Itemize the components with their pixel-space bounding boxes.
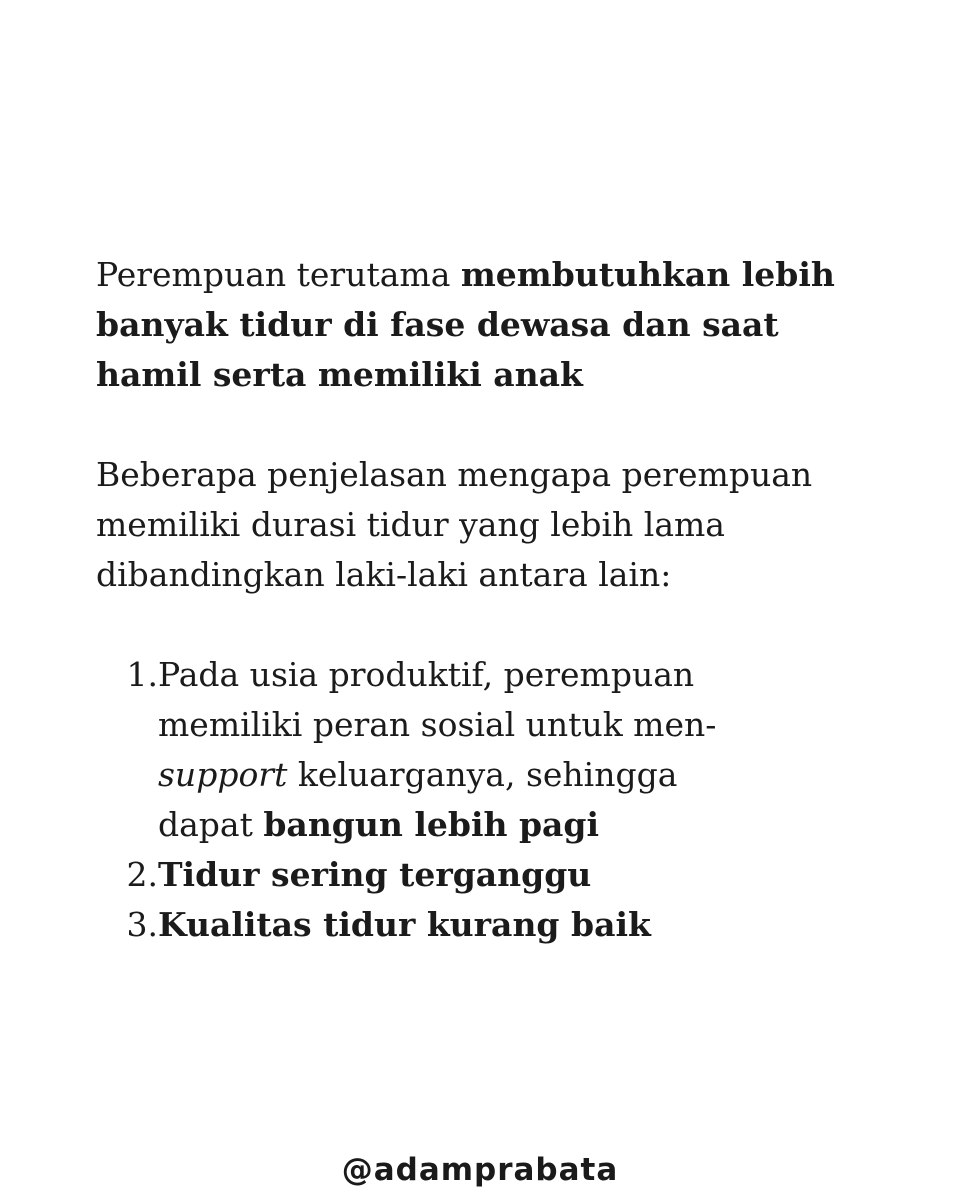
list-item-bold: Kualitas tidur kurang baik <box>158 905 651 944</box>
main-text <box>96 250 876 950</box>
list-number: 1. <box>126 655 158 694</box>
intro-normal-text: Perempuan terutama <box>96 255 461 294</box>
reasons-list <box>96 650 876 950</box>
intro-bold-text: membutuhkan lebih banyak tidur di fase dewasa dan saat hamil serta memiliki anak <box>96 255 835 394</box>
explanation-paragraph: Beberapa penjelasan mengapa perempuan memiliki durasi tidur yang lebih lama dibandingkan laki-laki antara lain: <box>96 455 813 594</box>
intro-paragraph <box>96 250 876 400</box>
author-handle: @adamprabata <box>341 1152 619 1188</box>
list-item-bold: bangun lebih pagi <box>263 805 600 844</box>
list-item-text-part: Pada usia produktif, perempuan memiliki peran sosial untuk men- <box>158 655 717 744</box>
list-number: 2. <box>126 855 158 894</box>
list-item-bold: Tidur sering terganggu <box>158 855 592 894</box>
list-item <box>96 850 876 900</box>
list-item-text <box>158 900 758 950</box>
list-item <box>96 650 876 850</box>
list-item-text <box>158 650 758 850</box>
list-item <box>96 900 876 950</box>
list-number: 3. <box>126 905 158 944</box>
list-item-text-part: keluarganya, sehingga dapat <box>158 755 678 844</box>
list-item-italic: support <box>158 755 288 794</box>
list-item-text <box>158 850 758 900</box>
